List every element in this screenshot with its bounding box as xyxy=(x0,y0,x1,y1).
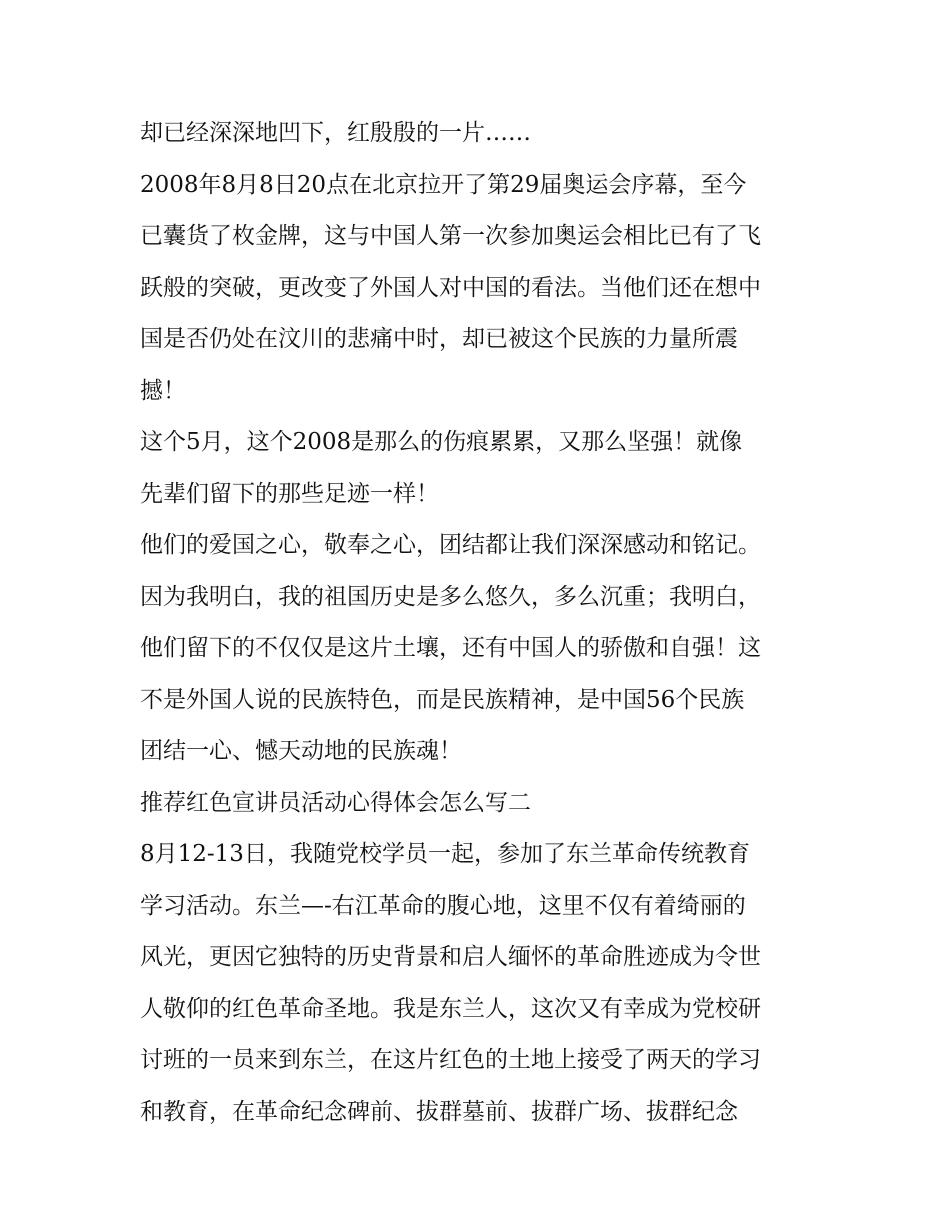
text-line: 讨班的一员来到东兰，在这片红色的土地上接受了两天的学习 xyxy=(140,1047,761,1073)
text-line: 和教育，在革命纪念碑前、拔群墓前、拔群广场、拔群纪念 xyxy=(140,1098,738,1125)
text-line: 他们留下的不仅仅是这片土壤，还有中国人的骄傲和自强！这 xyxy=(140,635,761,661)
document-body xyxy=(140,108,820,1138)
text-line: 撼！ xyxy=(140,377,186,404)
text-line: 团结一心、憾天动地的民族魂！ xyxy=(140,738,462,764)
text-line: 8月12-13日，我随党校学员一起，参加了东兰革命传统教育 xyxy=(140,841,750,867)
text-line: 因为我明白，我的祖国历史是多么悠久，多么沉重；我明白， xyxy=(140,583,761,610)
text-line: 先辈们留下的那些足迹一样！ xyxy=(140,480,439,507)
text-line: 人敬仰的红色革命圣地。我是东兰人，这次又有幸成为党校研 xyxy=(140,995,761,1022)
text-line: 却已经深深地凹下，红殷殷的一片…… xyxy=(140,120,531,146)
section-heading: 推荐红色宣讲员活动心得体会怎么写二 xyxy=(140,789,531,816)
text-line: 学习活动。东兰—-右江革命的腹心地，这里不仅有着绮丽的 xyxy=(140,892,746,919)
text-line: 不是外国人说的民族特色，而是民族精神，是中国56个民族 xyxy=(140,686,745,713)
text-line: 跃般的突破，更改变了外国人对中国的看法。当他们还在想中 xyxy=(140,274,761,301)
text-line: 他们的爱国之心，敬奉之心，团结都让我们深深感动和铭记。 xyxy=(140,532,761,558)
text-line: 已囊货了枚金牌，这与中国人第一次参加奥运会相比已有了飞 xyxy=(140,223,761,249)
text-line: 风光，更因它独特的历史背景和启人缅怀的革命胜迹成为令世 xyxy=(140,944,761,970)
text-line: 这个5月，这个2008是那么的伤痕累累，又那么坚强！就像 xyxy=(140,429,743,455)
text-line: 国是否仍处在汶川的悲痛中时，却已被这个民族的力量所震 xyxy=(140,326,738,352)
text-line: 2008年8月8日20点在北京拉开了第29届奥运会序幕，至今 xyxy=(140,171,747,198)
